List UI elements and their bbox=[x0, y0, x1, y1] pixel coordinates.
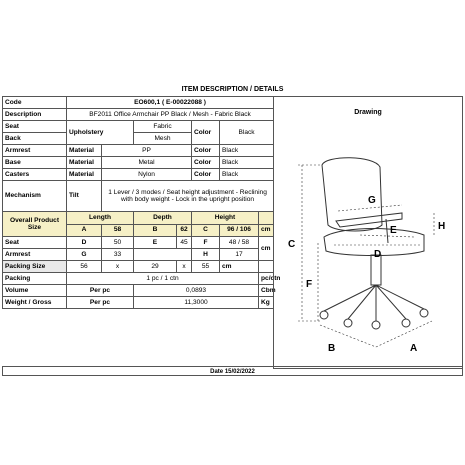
casters-color: Black bbox=[220, 169, 274, 181]
casters-label: Casters bbox=[3, 169, 67, 181]
label-f: F bbox=[306, 279, 313, 290]
dim-b-label: B bbox=[134, 224, 177, 237]
mechanism-attr: Tilt bbox=[67, 181, 102, 212]
packing-blank bbox=[259, 261, 274, 273]
dim-unit-2: cm bbox=[259, 237, 274, 261]
casters-color-label: Color bbox=[192, 169, 220, 181]
packing-size-label: Packing Size bbox=[3, 261, 67, 273]
mechanism-label: Mechanism bbox=[3, 181, 67, 212]
dim-f-value: 48 / 58 bbox=[220, 237, 259, 249]
packing-l: 56 bbox=[67, 261, 102, 273]
label-g: G bbox=[368, 195, 376, 206]
drawing-panel bbox=[273, 96, 463, 369]
packing-x2: x bbox=[177, 261, 192, 273]
label-a: A bbox=[410, 343, 418, 354]
description-label: Description bbox=[3, 109, 67, 121]
packing-h: 55 bbox=[192, 261, 220, 273]
weight-label: Weight / Gross bbox=[3, 297, 67, 309]
volume-unit: Cbm bbox=[259, 285, 274, 297]
dim-f-label: F bbox=[192, 237, 220, 249]
casters-attr: Material bbox=[67, 169, 102, 181]
dim-g-label: G bbox=[67, 249, 102, 261]
depth-header: Depth bbox=[134, 212, 192, 225]
overall-size-header: Overall Product Size bbox=[3, 212, 67, 237]
label-e: E bbox=[390, 225, 397, 236]
volume-per-pc: Per pc bbox=[67, 285, 134, 297]
color-value: Black bbox=[220, 121, 274, 145]
armrest-color: Black bbox=[220, 145, 274, 157]
upholstery-label: Upholstery bbox=[67, 121, 134, 145]
seat-label: Seat bbox=[3, 121, 67, 133]
base-color-label: Color bbox=[192, 157, 220, 169]
label-h: H bbox=[438, 221, 446, 232]
armrest-attr: Material bbox=[67, 145, 102, 157]
volume-value: 0,0893 bbox=[134, 285, 259, 297]
armrest-color-label: Color bbox=[192, 145, 220, 157]
dim-h-value: 17 bbox=[220, 249, 259, 261]
header-blank bbox=[259, 212, 274, 225]
dim-a-value: 58 bbox=[102, 224, 134, 237]
dim-a-label: A bbox=[67, 224, 102, 237]
dim-e-label: E bbox=[134, 237, 177, 249]
packing-w: 29 bbox=[134, 261, 177, 273]
base-color: Black bbox=[220, 157, 274, 169]
color-label: Color bbox=[192, 121, 220, 145]
base-attr: Material bbox=[67, 157, 102, 169]
dim-b-value: 62 bbox=[177, 224, 192, 237]
label-b: B bbox=[328, 343, 336, 354]
document-title: ITEM DESCRIPTION / DETAILS bbox=[181, 86, 284, 93]
dim-e-value: 45 bbox=[177, 237, 192, 249]
seat-material: Fabric bbox=[134, 121, 192, 133]
label-c: C bbox=[288, 239, 296, 250]
weight-value: 11,3000 bbox=[134, 297, 259, 309]
packing-label: Packing bbox=[3, 273, 67, 285]
back-material: Mesh bbox=[134, 133, 192, 145]
description-value: BF2011 Office Armchair PP Black / Mesh - Fabric Black bbox=[67, 109, 274, 121]
chair-drawing bbox=[274, 125, 462, 365]
dim-unit: cm bbox=[259, 224, 274, 237]
dim-c-label: C bbox=[192, 224, 220, 237]
packing-value: 1 pc / 1 ctn bbox=[67, 273, 259, 285]
height-header: Height bbox=[192, 212, 259, 225]
code-value: EO600,1 ( E-00022088 ) bbox=[67, 97, 274, 109]
mechanism-value: 1 Lever / 3 modes / Seat height adjustment - Reclining with body weight - Lock in the upright position bbox=[102, 181, 274, 212]
drawing-title: Drawing bbox=[354, 109, 382, 116]
packing-unit: cm bbox=[220, 261, 259, 273]
code-label: Code bbox=[3, 97, 67, 109]
seat-dim-label: Seat bbox=[3, 237, 67, 249]
date-footer: Date 15/02/2022 bbox=[2, 366, 463, 376]
base-material: Metal bbox=[102, 157, 192, 169]
details-table bbox=[2, 96, 281, 309]
weight-unit: Kg bbox=[259, 297, 274, 309]
armrest-dim-label: Armrest bbox=[3, 249, 67, 261]
dim-d-value: 50 bbox=[102, 237, 134, 249]
base-label: Base bbox=[3, 157, 67, 169]
length-header: Length bbox=[67, 212, 134, 225]
packing-value-unit: pc/ctn bbox=[259, 273, 274, 285]
armrest-label: Armrest bbox=[3, 145, 67, 157]
dim-g-value: 33 bbox=[102, 249, 134, 261]
back-label: Back bbox=[3, 133, 67, 145]
dim-d-label: D bbox=[67, 237, 102, 249]
armrest-blank bbox=[134, 249, 192, 261]
armrest-material: PP bbox=[102, 145, 192, 157]
volume-label: Volume bbox=[3, 285, 67, 297]
dim-c-value: 96 / 106 bbox=[220, 224, 259, 237]
weight-per-pc: Per pc bbox=[67, 297, 134, 309]
dim-h-label: H bbox=[192, 249, 220, 261]
casters-material: Nylon bbox=[102, 169, 192, 181]
packing-x1: x bbox=[102, 261, 134, 273]
label-d: D bbox=[374, 249, 382, 260]
